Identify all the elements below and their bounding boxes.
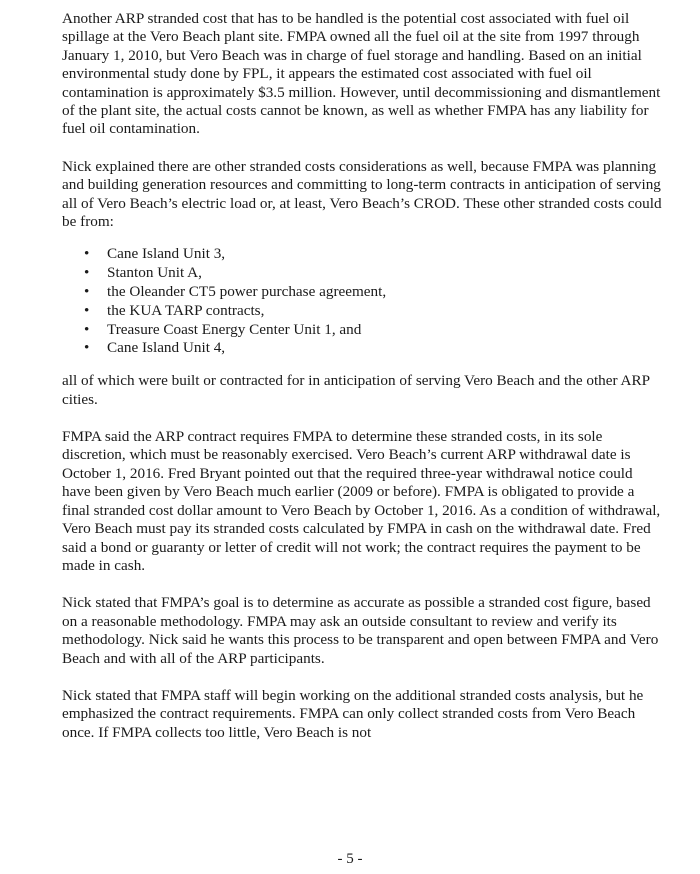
- paragraph-arp-contract: FMPA said the ARP contract requires FMPA to determine these stranded costs, in its sole discretion, which must be reasonably exercised. Vero Beach’s current ARP withdrawal date is October 1, 2016. Fred Bryant pointed out that the required three-year withdrawal notice could have been given by Vero Beach much earlier (2009 or before). FMPA is obligated to provide a final stranded cost dollar amount to Vero Beach by October 1, 2016. As a condition of withdrawal, Vero Beach must pay its stranded costs calculated by FMPA in cash on the withdrawal date. Fred said a bond or guaranty or letter of credit will not work; the contract requires the payment to be made in cash.: [62, 428, 661, 574]
- list-item: • Cane Island Unit 4,: [84, 339, 662, 358]
- list-item: • Stanton Unit A,: [84, 264, 662, 283]
- document-body: [62, 10, 662, 742]
- stranded-cost-list: [62, 245, 662, 358]
- list-item: • the Oleander CT5 power purchase agreement,: [84, 283, 662, 302]
- list-item: • the KUA TARP contracts,: [84, 302, 662, 321]
- paragraph-fmpa-goal: Nick stated that FMPA’s goal is to determine as accurate as possible a stranded cost figure, based on a reasonable methodology. FMPA may ask an outside consultant to review and verify its methodology. Nick said he wants this process to be transparent and open between FMPA and Vero Beach and with all of the ARP participants.: [62, 594, 659, 667]
- paragraph-anticipation: all of which were built or contracted for in anticipation of serving Vero Beach and the other ARP cities.: [62, 372, 650, 408]
- paragraph-fuel-oil: Another ARP stranded cost that has to be handled is the potential cost associated with fuel oil spillage at the Vero Beach plant site. FMPA owned all the fuel oil at the site from 1997 through January 1, 2010, but Vero Beach was in charge of fuel storage and handling. Based on an initial environmental study done by FPL, it appears the estimated cost associated with fuel oil contamination is approximately $3.5 million. However, until decommissioning and dismantlement of the plant site, the actual costs cannot be known, as well as whether FMPA has any liability for fuel oil contamination.: [62, 10, 661, 138]
- page-number: - 5 -: [337, 851, 363, 867]
- list-item: • Treasure Coast Energy Center Unit 1, and: [84, 321, 662, 340]
- paragraph-other-stranded-costs: Nick explained there are other stranded costs considerations as well, because FMPA was planning and building generation resources and committing to long-term contracts in anticipation of serving all of Vero Beach’s electric load or, at least, Vero Beach’s CROD. These other stranded costs could be from:: [62, 157, 662, 231]
- list-item: • Cane Island Unit 3,: [84, 245, 662, 264]
- paragraph-staff-analysis: Nick stated that FMPA staff will begin working on the additional stranded costs analysis, but he emphasized the contract requirements. FMPA can only collect stranded costs from Vero Beach once. If FMPA collects too little, Vero Beach is not: [62, 686, 644, 741]
